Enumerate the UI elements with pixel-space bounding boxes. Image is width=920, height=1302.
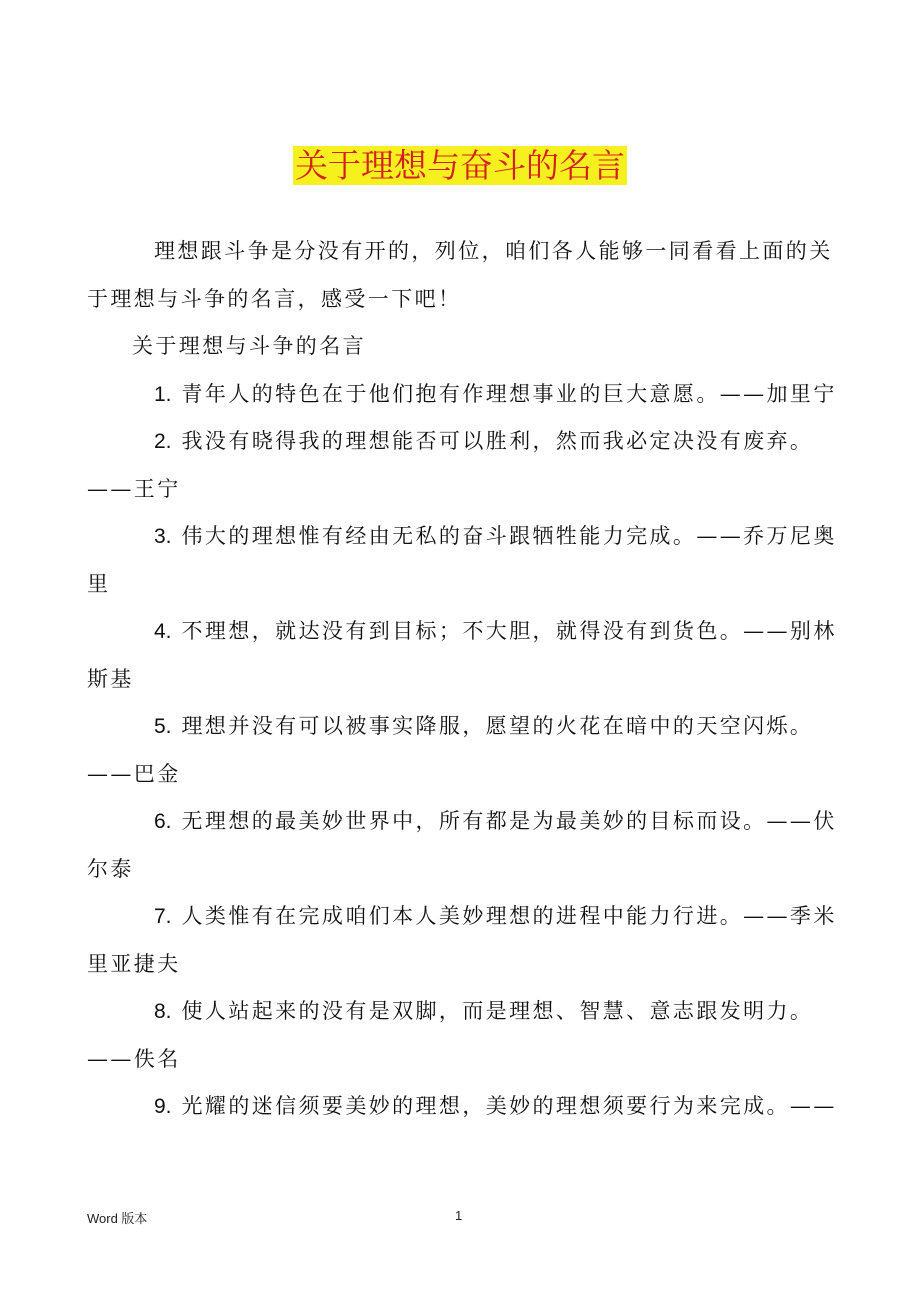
section-subtitle: 关于理想与斗争的名言 xyxy=(132,334,366,358)
quote-text: 伟大的理想惟有经由无私的奋斗跟牺牲能力完成。——乔万尼奥里 xyxy=(87,524,837,596)
quote-number: 6. xyxy=(154,810,172,833)
quote-item xyxy=(87,608,839,703)
quote-list xyxy=(87,371,839,1131)
document-body xyxy=(87,228,839,1131)
footer-label: Word 版本 xyxy=(87,1211,148,1226)
page-number: 1 xyxy=(455,1208,463,1223)
quote-number: 4. xyxy=(154,620,172,643)
quote-number: 8. xyxy=(154,1000,172,1023)
quote-item xyxy=(87,798,839,893)
quote-text: 使人站起来的没有是双脚，而是理想、智慧、意志跟发明力。——佚名 xyxy=(87,999,814,1071)
quote-item xyxy=(87,1083,839,1131)
quote-text: 理想并没有可以被事实降服，愿望的火花在暗中的天空闪烁。——巴金 xyxy=(87,714,814,786)
quote-item xyxy=(87,371,839,419)
quote-text: 不理想，就达没有到目标；不大胆，就得没有到货色。——别林斯基 xyxy=(87,619,837,691)
quote-text: 人类惟有在完成咱们本人美妙理想的进程中能力行进。——季米里亚捷夫 xyxy=(87,904,837,976)
quote-text: 我没有晓得我的理想能否可以胜利，然而我必定决没有废弃。——王宁 xyxy=(87,429,814,501)
quote-text: 青年人的特色在于他们抱有作理想事业的巨大意愿。——加里宁 xyxy=(181,381,837,406)
quote-text: 无理想的最美妙世界中，所有都是为最美妙的目标而设。——伏尔泰 xyxy=(87,809,837,881)
quote-number: 2. xyxy=(154,430,172,453)
quote-item xyxy=(87,893,839,988)
quote-item xyxy=(87,988,839,1083)
document-title-text: 关于理想与奋斗的名言 xyxy=(295,146,625,185)
quote-number: 9. xyxy=(154,1095,172,1118)
quote-item xyxy=(87,418,839,513)
intro-paragraph: 理想跟斗争是分没有开的，列位，咱们各人能够一同看看上面的关于理想与斗争的名言，感受一下吧！ xyxy=(87,239,833,311)
quote-item xyxy=(87,513,839,608)
quote-number: 7. xyxy=(154,905,172,928)
quote-item xyxy=(87,703,839,798)
document-title xyxy=(0,143,920,189)
quote-text: 光耀的迷信须要美妙的理想，美妙的理想须要行为来完成。—— xyxy=(181,1094,837,1118)
quote-number: 3. xyxy=(154,525,172,548)
quote-number: 1. xyxy=(154,382,172,406)
quote-number: 5. xyxy=(154,715,172,738)
